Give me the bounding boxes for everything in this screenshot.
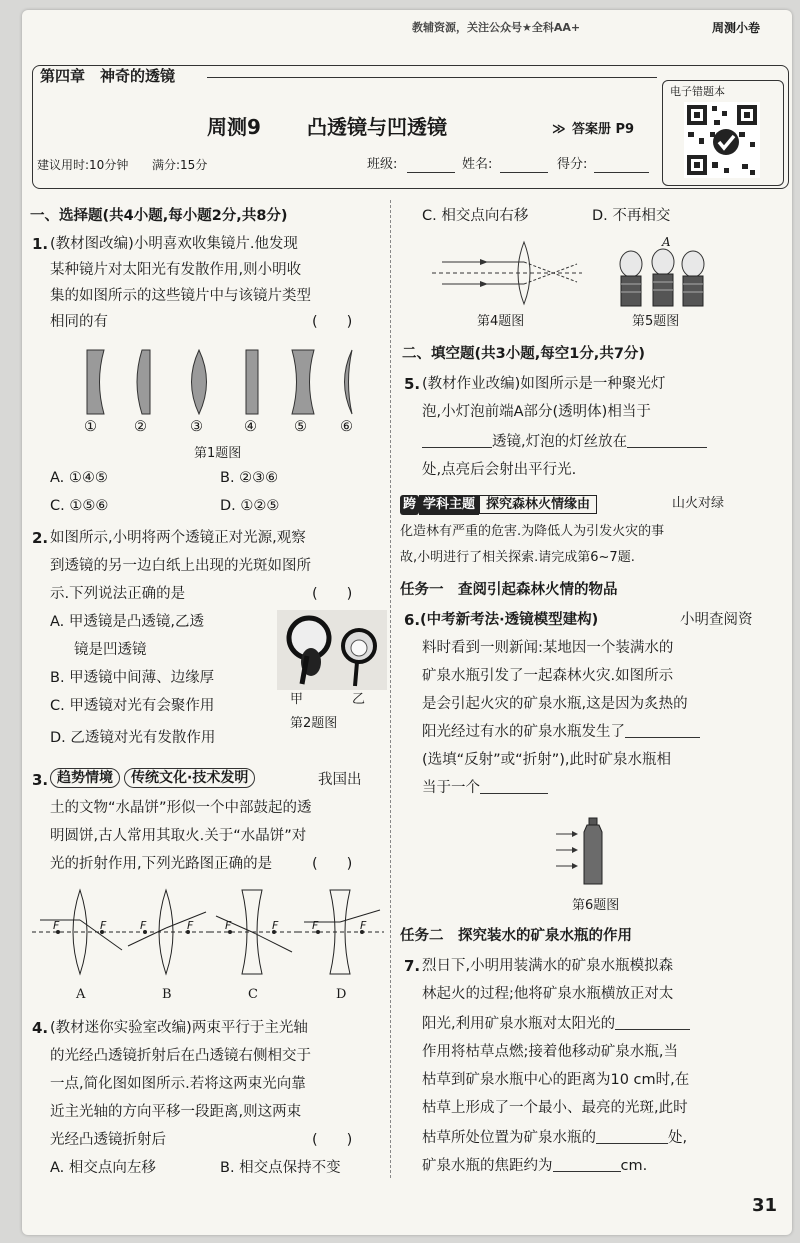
- q5-blank-2[interactable]: [627, 433, 707, 448]
- q3-line2: 土的文物“水晶饼”形似一个中部鼓起的透: [50, 800, 312, 816]
- q7-line8-text: 矿泉水瓶的焦距约为: [422, 1158, 553, 1174]
- class-field[interactable]: [407, 172, 455, 173]
- theme-line1-end: 山火对绿: [672, 496, 725, 511]
- theme-line2: 化造林有严重的危害.为降低人为引发火灾的事: [400, 524, 665, 539]
- answer-reference: 答案册 P9: [572, 122, 635, 137]
- q7-number: 7.: [404, 957, 421, 975]
- lens-2: [137, 350, 150, 414]
- q2-label-jia: 甲: [290, 692, 304, 707]
- task2-title: 任务二 探究装水的矿泉水瓶的作用: [400, 928, 632, 944]
- q7-line5: 枯草到矿泉水瓶中心的距离为10 cm时,在: [422, 1072, 690, 1088]
- q2-lens-photo: [277, 610, 387, 690]
- q5-caption: 第5题图: [632, 314, 680, 329]
- q1-label-2: ②: [134, 419, 147, 435]
- q3-focus-a2: F: [100, 919, 107, 932]
- q3-answer-paren[interactable]: ( ): [312, 856, 353, 872]
- column-divider: [390, 200, 391, 1178]
- q1-caption: 第1题图: [194, 446, 242, 461]
- q3-focus-c2: F: [272, 919, 279, 932]
- q4-line1: (教材迷你实验室改编)两束平行于主光轴: [50, 1020, 308, 1036]
- q6-line4: 是会引起火灾的矿泉水瓶,这是因为炙热的: [422, 696, 688, 712]
- q1-answer-paren[interactable]: ( ): [312, 314, 353, 330]
- q4-option-a[interactable]: A. 相交点向左移: [50, 1160, 156, 1176]
- page-number: 31: [752, 1195, 778, 1216]
- q7-line2: 林起火的过程;他将矿泉水瓶横放正对太: [422, 986, 674, 1002]
- q7-line6: 枯草上形成了一个最小、最亮的光斑,此时: [422, 1100, 688, 1116]
- q1-label-3: ③: [190, 419, 203, 435]
- q6-line6: (选填“反射”或“折射”),此时矿泉水瓶相: [422, 752, 671, 768]
- q1-label-5: ⑤: [294, 419, 307, 435]
- answer-arrow-icon: ≫: [552, 122, 566, 137]
- chapter-rule: [207, 77, 657, 78]
- q5-number: 5.: [404, 375, 421, 393]
- score-field[interactable]: [594, 172, 649, 173]
- q3-focus-d1: F: [312, 919, 319, 932]
- q7-line8: [422, 1156, 647, 1176]
- q7-line7-end: 处,: [668, 1130, 688, 1146]
- full-score: 满分:15分: [152, 158, 208, 172]
- q1-line2: 某种镜片对太阳光有发散作用,则小明收: [50, 262, 302, 278]
- q3-line3: 明圆饼,古人常用其取火.关于“水晶饼”对: [50, 828, 307, 844]
- q6-blank-2[interactable]: [480, 779, 548, 794]
- class-label: 班级:: [367, 157, 398, 172]
- score-label: 得分:: [557, 157, 588, 172]
- q4-line3: 一点,简化图如图所示.若将这两束光向靠: [50, 1076, 306, 1092]
- theme-kua-badge: 跨: [400, 495, 419, 515]
- q2-line1: 如图所示,小明将两个透镜正对光源,观察: [50, 530, 306, 546]
- test-number: 周测9: [207, 115, 261, 139]
- q4-line2: 的光经凸透镜折射后在凸透镜右侧相交于: [50, 1048, 311, 1064]
- q5-line3-text: 透镜,灯泡的灯丝放在: [492, 434, 628, 450]
- q4-line4: 近主光轴的方向平移一段距离,则这两束: [50, 1104, 302, 1120]
- q7-blank-1[interactable]: [615, 1015, 690, 1030]
- q5-line4: 处,点亮后会射出平行光.: [422, 462, 577, 478]
- q4-option-b[interactable]: B. 相交点保持不变: [220, 1160, 341, 1176]
- theme-title: 探究森林火情缘由: [479, 495, 597, 514]
- q3-focus-b2: F: [187, 919, 194, 932]
- q5-line2: 泡,小灯泡前端A部分(透明体)相当于: [422, 404, 651, 420]
- q2-number: 2.: [32, 529, 49, 547]
- q5-label-a: A: [662, 235, 671, 249]
- q5-line3: [422, 432, 707, 452]
- q1-option-a[interactable]: A. ①④⑤: [50, 470, 108, 486]
- q4-option-d[interactable]: D. 不再相交: [592, 208, 671, 224]
- q6-blank-1[interactable]: [625, 723, 700, 738]
- q7-line3-text: 阳光,利用矿泉水瓶对太阳光的: [422, 1016, 616, 1032]
- q6-line7-text: 当于一个: [422, 780, 480, 796]
- q2-option-a-line1[interactable]: A. 甲透镜是凸透镜,乙透: [50, 614, 204, 630]
- q2-line3: 示.下列说法正确的是: [50, 586, 186, 602]
- q3-focus-d2: F: [360, 919, 367, 932]
- q1-line4: 相同的有: [50, 314, 108, 330]
- q1-label-1: ①: [84, 419, 97, 435]
- q6-line5: [422, 722, 700, 742]
- q3-ray-diagrams: [30, 882, 385, 982]
- q2-option-a-line2[interactable]: 镜是凹透镜: [74, 642, 147, 658]
- q3-tag-trend: 趋势情境: [50, 768, 120, 788]
- test-title: 凸透镜与凹透镜: [307, 115, 447, 139]
- q3-option-b[interactable]: B: [162, 987, 172, 1002]
- chapter-title: 第四章 神奇的透镜: [40, 66, 179, 86]
- q2-option-d[interactable]: D. 乙透镜对光有发散作用: [50, 730, 216, 746]
- q1-option-c[interactable]: C. ①⑤⑥: [50, 498, 109, 514]
- qr-label: 电子错题本: [670, 85, 725, 98]
- q4-answer-paren[interactable]: ( ): [312, 1132, 353, 1148]
- q6-line5-text: 阳光经过有水的矿泉水瓶发生了: [422, 724, 625, 740]
- q7-blank-2[interactable]: [596, 1129, 668, 1144]
- q3-focus-b1: F: [140, 919, 147, 932]
- q3-option-a[interactable]: A: [76, 987, 86, 1002]
- q3-option-c[interactable]: C: [248, 987, 258, 1002]
- q3-number: 3.: [32, 771, 49, 789]
- q2-option-b[interactable]: B. 甲透镜中间薄、边缘厚: [50, 670, 215, 686]
- q6-line1-end: 小明查阅资: [680, 612, 753, 628]
- q6-bottle-figure: [552, 816, 612, 886]
- promo-text: 教辅资源，关注公众号★全科AA+: [412, 21, 581, 34]
- q7-line7-text: 枯草所处位置为矿泉水瓶的: [422, 1130, 596, 1146]
- name-label: 姓名:: [462, 157, 493, 172]
- q3-focus-c1: F: [225, 919, 232, 932]
- q4-option-c[interactable]: C. 相交点向右移: [422, 208, 529, 224]
- lens-6: [345, 350, 353, 414]
- q4-lens-figure: [432, 238, 582, 308]
- q6-line7: [422, 778, 548, 798]
- q3-tag-culture: 传统文化·技术发明: [124, 768, 255, 788]
- q6-caption: 第6题图: [572, 898, 620, 913]
- q4-number: 4.: [32, 1019, 49, 1037]
- q3-focus-a1: F: [53, 919, 60, 932]
- section2-title: 二、填空题(共3小题,每空1分,共7分): [402, 346, 646, 362]
- q3-option-d[interactable]: D: [336, 987, 347, 1002]
- theme-line3: 故,小明进行了相关探索.请完成第6~7题.: [400, 550, 635, 565]
- q6-tag: (中考新考法·透镜模型建构): [420, 612, 599, 628]
- q5-line1: (教材作业改编)如图所示是一种聚光灯: [422, 376, 666, 392]
- series-label: 周测小卷: [712, 21, 761, 35]
- q4-caption: 第4题图: [477, 314, 525, 329]
- q6-line3: 矿泉水瓶引发了一起森林火灾.如图所示: [422, 668, 674, 684]
- q7-line8-end: cm.: [620, 1158, 648, 1174]
- theme-banner: [400, 494, 597, 515]
- section1-title: 一、选择题(共4小题,每小题2分,共8分): [30, 208, 288, 224]
- q3-tag-line: [50, 768, 255, 788]
- lens-1: [87, 350, 104, 414]
- lens-5: [292, 350, 314, 414]
- lens-3: [192, 350, 207, 414]
- worksheet-page: [22, 10, 792, 1235]
- lens-4: [246, 350, 258, 414]
- name-field[interactable]: [500, 172, 548, 173]
- task1-title: 任务一 查阅引起森林火情的物品: [400, 582, 618, 598]
- q2-option-c[interactable]: C. 甲透镜对光有会聚作用: [50, 698, 215, 714]
- q1-label-4: ④: [244, 419, 257, 435]
- q3-line1-end: 我国出: [318, 772, 362, 788]
- q3-line4: 光的折射作用,下列光路图正确的是: [50, 856, 273, 872]
- q1-line1: (教材图改编)小明喜欢收集镜片.他发现: [50, 236, 298, 252]
- q2-label-yi: 乙: [352, 692, 366, 707]
- q1-number: 1.: [32, 235, 49, 253]
- q1-lens-figure: [82, 348, 372, 416]
- q4-line5: 光经凸透镜折射后: [50, 1132, 166, 1148]
- q6-number: 6.: [404, 611, 421, 629]
- q1-label-6: ⑥: [340, 419, 353, 435]
- q7-line1: 烈日下,小明用装满水的矿泉水瓶模拟森: [422, 958, 674, 974]
- q1-option-b[interactable]: B. ②③⑥: [220, 470, 279, 486]
- q7-blank-3[interactable]: [553, 1157, 621, 1172]
- q7-line4: 作用将枯草点燃;接着他移动矿泉水瓶,当: [422, 1044, 678, 1060]
- q7-line7: [422, 1128, 687, 1148]
- suggested-time: 建议用时:10分钟: [37, 158, 129, 172]
- theme-tag: 学科主题: [419, 495, 479, 515]
- q5-blank-1[interactable]: [422, 433, 492, 448]
- q1-line3: 集的如图所示的这些镜片中与该镜片类型: [50, 288, 311, 304]
- q7-line3: [422, 1014, 690, 1034]
- q6-line2: 料时看到一则新闻:某地因一个装满水的: [422, 640, 674, 656]
- q1-option-d[interactable]: D. ①②⑤: [220, 498, 280, 514]
- q2-caption: 第2题图: [290, 716, 338, 731]
- q5-bulb-figure: [617, 246, 707, 310]
- q2-line2: 到透镜的另一边白纸上出现的光斑如图所: [50, 558, 311, 574]
- qr-code-icon[interactable]: [684, 102, 760, 178]
- q2-answer-paren[interactable]: ( ): [312, 586, 353, 602]
